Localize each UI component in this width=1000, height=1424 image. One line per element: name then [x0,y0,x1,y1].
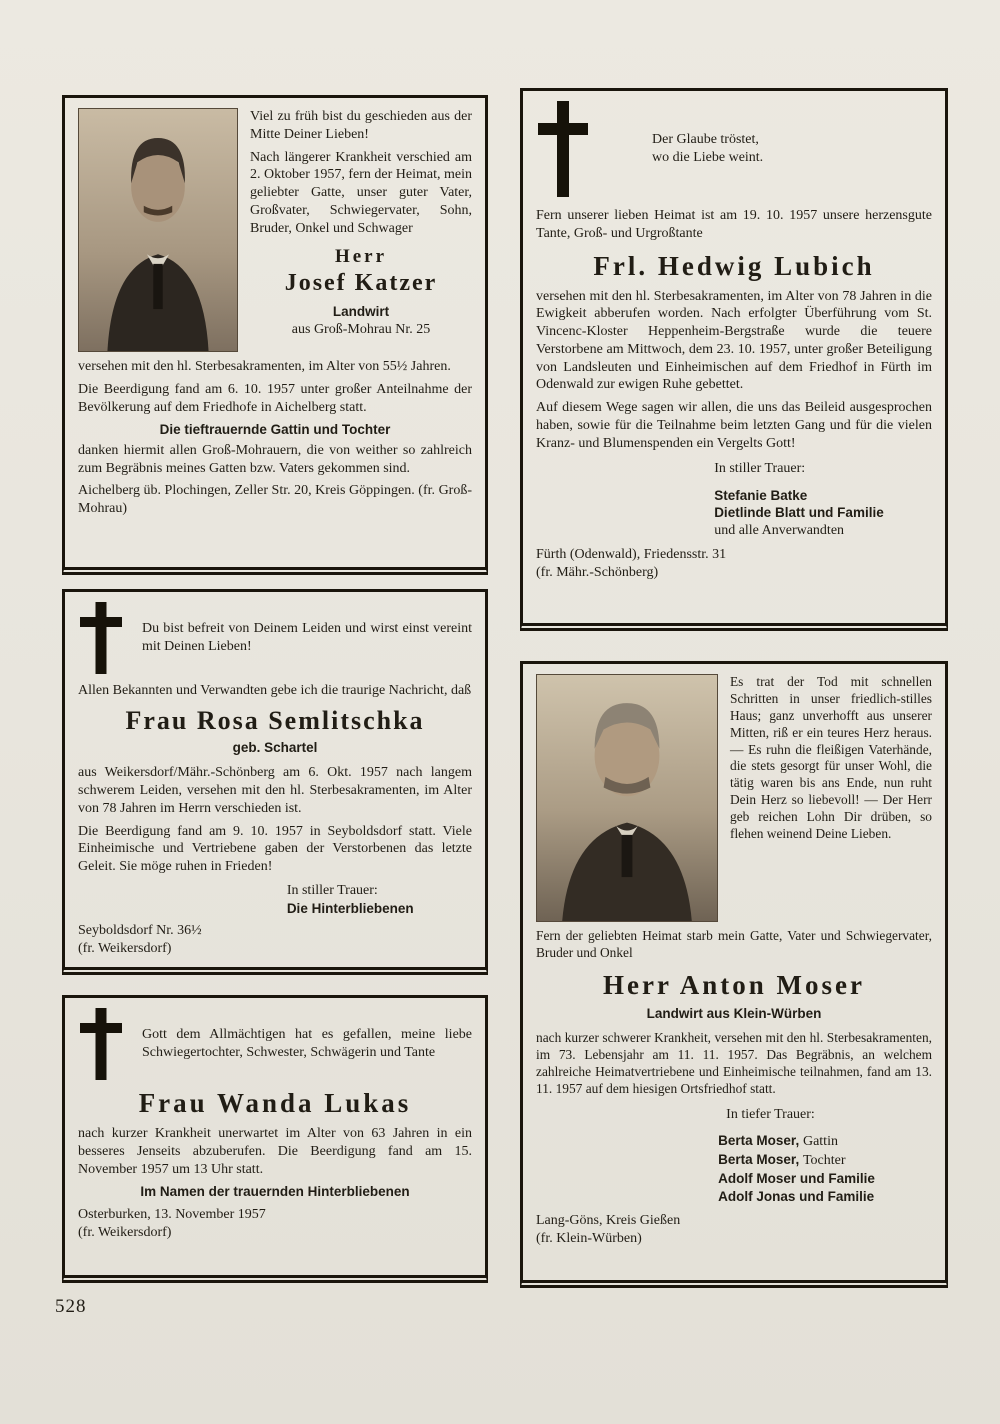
obituary-wanda-lukas [62,995,488,1283]
mourner-line [718,1132,932,1151]
lubich-epigraph-row [536,101,932,197]
former-residence-line: (fr. Mähr.-Schönberg) [536,565,659,581]
former-residence-line: (fr. Weikersdorf) [78,1225,172,1241]
address-line: Osterburken, 13. November 1957 [78,1206,266,1222]
grief-line: In stiller Trauer: [714,461,806,477]
cross-icon [536,101,590,197]
intro-paragraph: Nach längerer Krankheit verschied am 2. Oktober 1957, fern der Heimat, mein geliebter Gatte, unser guter Vater, Großvater, Schwiegervater, Sohn, Bruder, Onkel und Schwager [250,149,472,236]
occupation-line: Landwirt aus Klein-Würben [646,1005,822,1021]
grief-block [287,882,472,918]
maiden-name-line: geb. Schartel [232,739,318,755]
grief-line: In stiller Trauer: [286,882,378,898]
mourner-role: Gattin [802,1134,838,1150]
mourner-role: Tochter [802,1153,846,1169]
epigraph-block [652,131,763,167]
address-line: Fürth (Odenwald), Friedensstr. 31 [536,546,727,562]
mourners-line: Die Hinterbliebenen [286,901,414,917]
semlitschka-epigraph-row [78,602,472,674]
obituary-anton-moser [520,661,948,1288]
deceased-name: Herr Anton Moser [603,969,865,1000]
lukas-epigraph-row [78,1008,472,1080]
body-paragraph: aus Weikersdorf/Mähr.-Schönberg am 6. Okt. 1957 nach langem schwerem Leiden, versehen mit den hl. Sterbesakramenten, im Alter von 78 Jahren im Herrn verschieden ist. [78,765,472,816]
body-paragraph: versehen mit den hl. Sterbesakramenten, im Alter von 55½ Jahren. [78,359,451,374]
deceased-name: Frau Rosa Semlitschka [125,705,425,735]
epigraph-text: Es trat der Tod mit schnellen Schritten in unser friedlich-stilles Haus; ganz unverhofft aus unserer Mitten, riß er ein teures Herz heraus. — Es ruhn die fleißigen Vaterhände, die stets gesorgt für unser Wohl, die tätig waren bis ans Ende, nun ruht Dein Herz so liebevoll! — Der Herr geb reichen Lohn Dir drüben, so flehen weinend Deine Lieben. [730,674,932,842]
mourner-name: Dietlinde Blatt und Familie [714,505,884,521]
address-line: Lang-Göns, Kreis Gießen [536,1212,681,1228]
body-paragraph: nach kurzer schwerer Krankheit, versehen mit den hl. Sterbesakramenten, im 73. Lebensjahr am 11. 11. 1957. Das Begräbnis, an welchem zahlreiche Heimatvertriebene und Einheimische teilnahmen, fand am 13. 11. 1957 auf dem hiesigen Ortsfriedhof statt. [536,1030,932,1096]
obituary-josef-katzer [62,95,488,575]
cross-icon [78,602,124,674]
address-line: Seyboldsdorf Nr. 36½ [78,922,202,938]
mourner-name: Berta Moser, [718,1152,800,1168]
epigraph-text: wo die Liebe weint. [652,150,764,165]
body-paragraph: nach kurzer Krankheit unerwartet im Alter von 63 Jahren in ein besseres Jenseits abzuberufen. Die Beerdigung fand am 15. November 1957 um 13 Uhr statt. [78,1126,472,1177]
intro-paragraph: Fern der geliebten Heimat starb mein Gatte, Vater und Schwiegervater, Bruder und Onkel [536,928,932,960]
deceased-name: Frl. Hedwig Lubich [593,250,875,281]
mourners-line: Im Namen der trauernden Hinterbliebenen [140,1184,410,1200]
moser-top-row [536,674,932,922]
grief-block [714,460,932,539]
mourner-line [718,1188,932,1206]
portrait-photo-anton-moser [536,674,718,922]
katzer-top-row [78,108,472,352]
address-line: Aichelberg üb. Plochingen, Zeller Str. 20, Kreis Göppingen. (fr. Groß-Mohrau) [78,483,472,517]
deceased-name: Frau Wanda Lukas [138,1088,412,1118]
portrait-photo-josef-katzer [78,108,238,352]
mourner-name: Stefanie Batke [714,487,808,503]
epigraph-text: Viel zu früh bist du geschieden aus der Mitte Deiner Lieben! [250,109,472,142]
grief-block [718,1106,932,1206]
origin-line: aus Groß-Mohrau Nr. 25 [291,321,431,337]
occupation-line: Landwirt [332,304,390,320]
body-paragraph: danken hiermit allen Groß-Mohrauern, die von weither so zahlreich zum Begräbnis meines Gatten bzw. Vaters gekommen sind. [78,442,472,476]
grief-line: In tiefer Trauer: [726,1106,815,1122]
mourners-line: Die tieftrauernde Gattin und Tochter [159,422,391,438]
intro-paragraph: Fern unserer lieben Heimat ist am 19. 10. 1957 unsere herzensgute Tante, Groß- und Urgroßtante [536,208,932,241]
cross-icon [78,1008,124,1080]
mourner-line [718,1151,932,1170]
epigraph-text: Der Glaube tröstet, [652,131,759,147]
honorific-title: Herr [334,246,388,268]
body-paragraph: Auf diesem Wege sagen wir allen, die uns das Beileid ausgesprochen haben, sowie für die Teilnahme beim letzten Gang und für die vielen Kranz- und Blumenspenden ein Vergelts Gott! [536,400,932,451]
body-paragraph: Die Beerdigung fand am 9. 10. 1957 in Seyboldsdorf statt. Viele Einheimische und Vertriebene gaben der Verstorbenen das letzte Geleit. Sie möge ruhen in Frieden! [78,823,472,875]
deceased-name: Josef Katzer [284,270,438,297]
body-paragraph: versehen mit den hl. Sterbesakramenten, im Alter von 78 Jahren in die Ewigkeit abberufen worden. Nach erfolgter Überführung vom St. Vincenc-Kloster Heppenheim-Bergstraße wurde die teuere Verstorbene am Mittwoch, dem 23. 10. 1957, unter großer Beteiligung von Landsleuten und Einheimischen auf dem Friedhof in Fürth im Odenwald zur ewigen Ruhe gebettet. [536,288,932,393]
mourner-name: Adolf Moser und Familie [718,1171,875,1187]
page-number: 528 [55,1296,87,1317]
former-residence-line: (fr. Weikersdorf) [78,940,172,956]
katzer-side-column [250,108,472,339]
former-residence-line: (fr. Klein-Würben) [536,1230,642,1246]
intro-paragraph: Allen Bekannten und Verwandten gebe ich die traurige Nachricht, daß [78,683,472,698]
moser-side-column [730,674,932,843]
mourner-name: Adolf Jonas und Familie [718,1189,875,1204]
mourner-line [718,1170,932,1188]
mourner-name: Berta Moser, [718,1133,800,1149]
epigraph-text: Du bist befreit von Deinem Leiden und wirst einst vereint mit Deinen Lieben! [142,621,472,654]
obituary-hedwig-lubich [520,88,948,631]
intro-paragraph: Gott dem Allmächtigen hat es gefallen, meine liebe Schwiegertochter, Schwester, Schwägerin und Tante [142,1027,472,1060]
body-paragraph: Die Beerdigung fand am 6. 10. 1957 unter großer Anteilnahme der Bevölkerung auf dem Friedhofe in Aichelberg statt. [78,381,472,415]
obituary-rosa-semlitschka [62,589,488,975]
mourner-name: und alle Anverwandten [714,522,845,538]
